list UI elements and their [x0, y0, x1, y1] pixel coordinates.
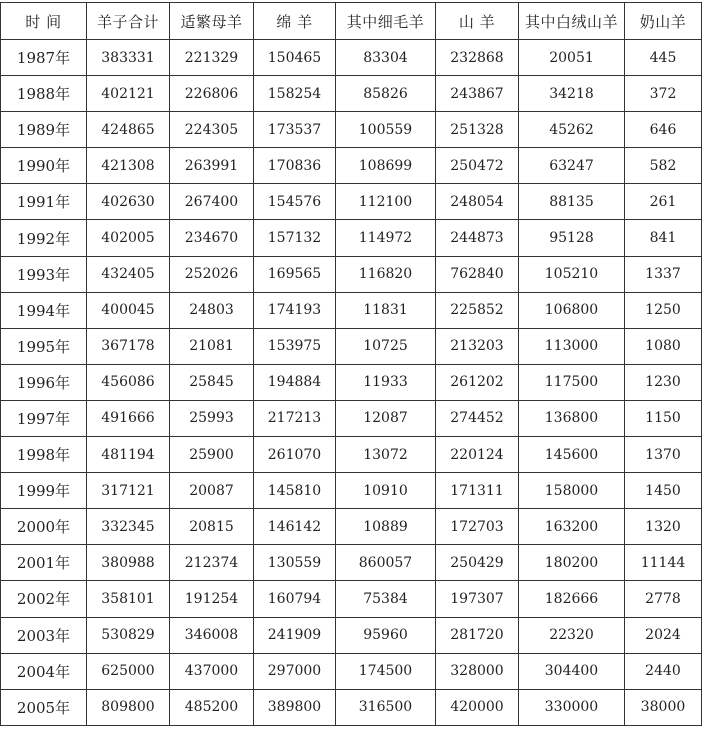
table-row — [1, 653, 702, 689]
table-cell: 117500 — [519, 364, 625, 400]
table-cell: 116820 — [336, 256, 436, 292]
table-cell: 2024 — [625, 617, 702, 653]
table-cell: 243867 — [436, 76, 519, 112]
table-cell: 332345 — [87, 509, 170, 545]
table-cell: 317121 — [87, 473, 170, 509]
table-cell: 63247 — [519, 148, 625, 184]
header-dairy-goats: 奶山羊 — [625, 3, 702, 40]
table-cell: 402121 — [87, 76, 170, 112]
table-row — [1, 40, 702, 76]
table-cell: 389800 — [254, 689, 336, 725]
table-cell: 83304 — [336, 40, 436, 76]
table-row — [1, 256, 702, 292]
table-cell-year: 1989年 — [1, 112, 87, 148]
table-cell: 220124 — [436, 437, 519, 473]
table-cell: 25845 — [170, 364, 254, 400]
table-cell: 420000 — [436, 689, 519, 725]
table-cell: 250472 — [436, 148, 519, 184]
header-white-cashmere-goats: 其中白绒山羊 — [519, 3, 625, 40]
table-cell: 646 — [625, 112, 702, 148]
table-cell: 1150 — [625, 400, 702, 436]
table-cell: 100559 — [336, 112, 436, 148]
table-cell: 304400 — [519, 653, 625, 689]
table-cell: 157132 — [254, 220, 336, 256]
table-cell: 173537 — [254, 112, 336, 148]
table-cell: 146142 — [254, 509, 336, 545]
table-cell: 95128 — [519, 220, 625, 256]
table-cell: 841 — [625, 220, 702, 256]
table-cell: 328000 — [436, 653, 519, 689]
table-cell: 194884 — [254, 364, 336, 400]
table-cell: 251328 — [436, 112, 519, 148]
table-cell: 402630 — [87, 184, 170, 220]
table-cell: 383331 — [87, 40, 170, 76]
table-cell: 252026 — [170, 256, 254, 292]
table-row — [1, 509, 702, 545]
table-cell: 625000 — [87, 653, 170, 689]
table-cell: 170836 — [254, 148, 336, 184]
table-row — [1, 689, 702, 725]
table-cell: 809800 — [87, 689, 170, 725]
table-cell: 762840 — [436, 256, 519, 292]
table-cell: 241909 — [254, 617, 336, 653]
header-total-sheep-goats: 羊子合计 — [87, 3, 170, 40]
table-cell: 297000 — [254, 653, 336, 689]
table-cell: 45262 — [519, 112, 625, 148]
table-cell: 154576 — [254, 184, 336, 220]
table-cell: 316500 — [336, 689, 436, 725]
table-cell: 244873 — [436, 220, 519, 256]
table-cell: 234670 — [170, 220, 254, 256]
table-cell-year: 2000年 — [1, 509, 87, 545]
table-cell: 263991 — [170, 148, 254, 184]
table-cell-year: 1995年 — [1, 328, 87, 364]
table-cell: 114972 — [336, 220, 436, 256]
table-cell: 281720 — [436, 617, 519, 653]
table-cell: 20087 — [170, 473, 254, 509]
table-cell: 11933 — [336, 364, 436, 400]
table-cell: 171311 — [436, 473, 519, 509]
table-cell-year: 1998年 — [1, 437, 87, 473]
table-cell: 261202 — [436, 364, 519, 400]
table-cell: 145600 — [519, 437, 625, 473]
header-breeding-ewes: 适繁母羊 — [170, 3, 254, 40]
table-cell: 174193 — [254, 292, 336, 328]
table-row — [1, 112, 702, 148]
table-cell-year: 1996年 — [1, 364, 87, 400]
table-cell: 25993 — [170, 400, 254, 436]
table-cell: 24803 — [170, 292, 254, 328]
header-sheep: 绵 羊 — [254, 3, 336, 40]
table-cell: 225852 — [436, 292, 519, 328]
table-cell-year: 1990年 — [1, 148, 87, 184]
table-row — [1, 473, 702, 509]
table-row — [1, 400, 702, 436]
table-cell: 38000 — [625, 689, 702, 725]
table-cell: 860057 — [336, 545, 436, 581]
table-cell: 158000 — [519, 473, 625, 509]
table-cell: 456086 — [87, 364, 170, 400]
table-cell-year: 1993年 — [1, 256, 87, 292]
table-cell: 130559 — [254, 545, 336, 581]
table-row — [1, 328, 702, 364]
table-cell: 224305 — [170, 112, 254, 148]
table-row — [1, 364, 702, 400]
table-cell: 1370 — [625, 437, 702, 473]
table-body — [1, 40, 702, 726]
statistics-table — [0, 2, 702, 726]
table-cell: 136800 — [519, 400, 625, 436]
table-cell: 10725 — [336, 328, 436, 364]
table-cell: 145810 — [254, 473, 336, 509]
table-cell: 160794 — [254, 581, 336, 617]
table-cell: 400045 — [87, 292, 170, 328]
table-cell: 34218 — [519, 76, 625, 112]
table-row — [1, 76, 702, 112]
table-cell: 437000 — [170, 653, 254, 689]
table-cell: 261 — [625, 184, 702, 220]
table-cell: 169565 — [254, 256, 336, 292]
table-cell: 85826 — [336, 76, 436, 112]
table-cell: 358101 — [87, 581, 170, 617]
table-header-row — [1, 3, 702, 40]
table-cell: 445 — [625, 40, 702, 76]
table-cell: 221329 — [170, 40, 254, 76]
table-cell: 20815 — [170, 509, 254, 545]
table-cell: 11144 — [625, 545, 702, 581]
table-row — [1, 581, 702, 617]
table-cell: 267400 — [170, 184, 254, 220]
table-cell: 380988 — [87, 545, 170, 581]
table-cell-year: 2004年 — [1, 653, 87, 689]
table-cell: 1230 — [625, 364, 702, 400]
table-cell: 248054 — [436, 184, 519, 220]
table-cell: 367178 — [87, 328, 170, 364]
table-cell-year: 1992年 — [1, 220, 87, 256]
table-cell-year: 2001年 — [1, 545, 87, 581]
table-cell: 22320 — [519, 617, 625, 653]
table-cell: 485200 — [170, 689, 254, 725]
table-cell: 105210 — [519, 256, 625, 292]
table-row — [1, 292, 702, 328]
table-cell: 481194 — [87, 437, 170, 473]
table-cell: 530829 — [87, 617, 170, 653]
table-cell: 330000 — [519, 689, 625, 725]
table-cell-year: 2003年 — [1, 617, 87, 653]
table-cell: 226806 — [170, 76, 254, 112]
table-cell: 1080 — [625, 328, 702, 364]
table-cell: 217213 — [254, 400, 336, 436]
table-cell: 421308 — [87, 148, 170, 184]
table-cell: 250429 — [436, 545, 519, 581]
header-time: 时 间 — [1, 3, 87, 40]
table-cell: 172703 — [436, 509, 519, 545]
table-cell-year: 2005年 — [1, 689, 87, 725]
table-row — [1, 437, 702, 473]
table-row — [1, 148, 702, 184]
table-row — [1, 220, 702, 256]
table-cell: 1450 — [625, 473, 702, 509]
table-cell-year: 1999年 — [1, 473, 87, 509]
table-cell-year: 1997年 — [1, 400, 87, 436]
header-fine-wool-sheep: 其中细毛羊 — [336, 3, 436, 40]
table-cell: 432405 — [87, 256, 170, 292]
table-cell: 150465 — [254, 40, 336, 76]
table-cell: 113000 — [519, 328, 625, 364]
table-cell: 582 — [625, 148, 702, 184]
table-cell: 491666 — [87, 400, 170, 436]
table-cell: 1337 — [625, 256, 702, 292]
table-cell: 1250 — [625, 292, 702, 328]
table-cell-year: 2002年 — [1, 581, 87, 617]
table-cell: 232868 — [436, 40, 519, 76]
table-cell: 402005 — [87, 220, 170, 256]
table-cell: 2778 — [625, 581, 702, 617]
table-cell: 13072 — [336, 437, 436, 473]
table-row — [1, 184, 702, 220]
table-cell-year: 1991年 — [1, 184, 87, 220]
table-cell: 261070 — [254, 437, 336, 473]
table-cell: 182666 — [519, 581, 625, 617]
table-cell: 1320 — [625, 509, 702, 545]
table-cell: 180200 — [519, 545, 625, 581]
table-row — [1, 545, 702, 581]
table-cell: 10889 — [336, 509, 436, 545]
table-cell: 372 — [625, 76, 702, 112]
table-row — [1, 617, 702, 653]
table-cell: 197307 — [436, 581, 519, 617]
table-cell-year: 1988年 — [1, 76, 87, 112]
table-cell: 112100 — [336, 184, 436, 220]
header-goats: 山 羊 — [436, 3, 519, 40]
table-cell: 11831 — [336, 292, 436, 328]
table-cell: 2440 — [625, 653, 702, 689]
table-cell: 95960 — [336, 617, 436, 653]
table-cell: 153975 — [254, 328, 336, 364]
table-cell: 88135 — [519, 184, 625, 220]
table-cell: 21081 — [170, 328, 254, 364]
table-cell: 163200 — [519, 509, 625, 545]
table-cell: 346008 — [170, 617, 254, 653]
table-cell-year: 1987年 — [1, 40, 87, 76]
table-cell: 424865 — [87, 112, 170, 148]
table-cell-year: 1994年 — [1, 292, 87, 328]
table-cell: 106800 — [519, 292, 625, 328]
table-cell: 158254 — [254, 76, 336, 112]
table-cell: 274452 — [436, 400, 519, 436]
table-cell: 12087 — [336, 400, 436, 436]
table-cell: 10910 — [336, 473, 436, 509]
table-cell: 174500 — [336, 653, 436, 689]
table-cell: 212374 — [170, 545, 254, 581]
table-cell: 108699 — [336, 148, 436, 184]
table-cell: 20051 — [519, 40, 625, 76]
table-cell: 191254 — [170, 581, 254, 617]
table-cell: 25900 — [170, 437, 254, 473]
table-cell: 75384 — [336, 581, 436, 617]
table-cell: 213203 — [436, 328, 519, 364]
